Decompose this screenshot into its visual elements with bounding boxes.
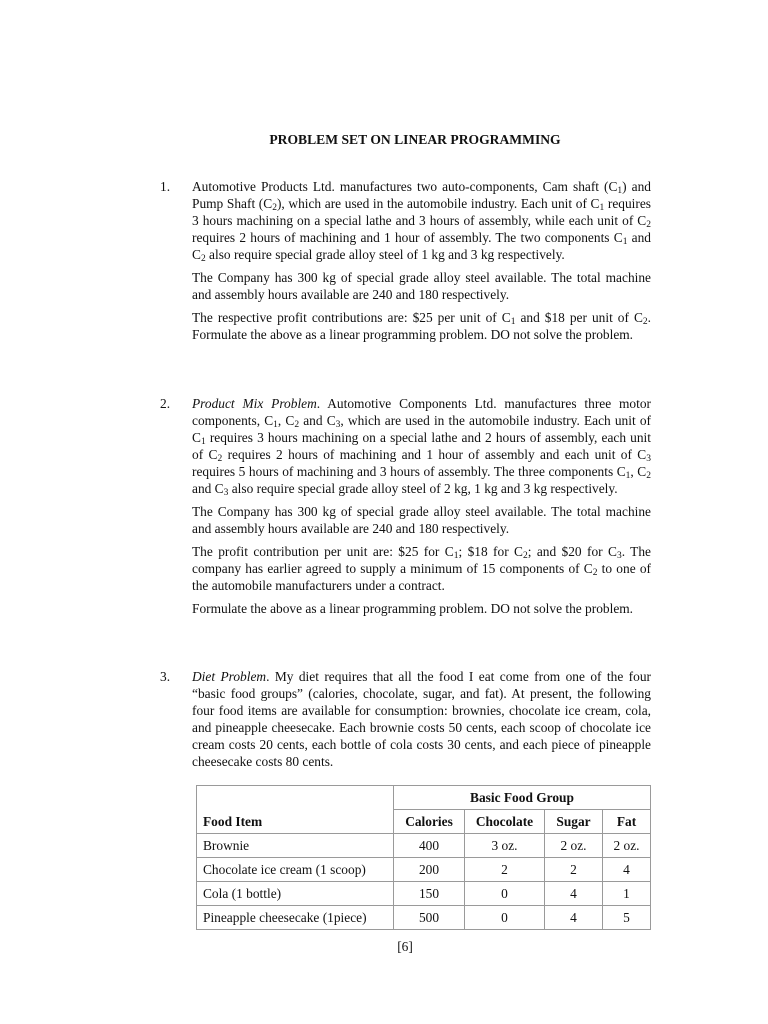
table-cell: 1 — [603, 882, 651, 906]
table-row — [197, 882, 651, 906]
table-cell: 400 — [394, 834, 465, 858]
table-cell: 200 — [394, 858, 465, 882]
paragraph: The respective profit contributions are: $25 per unit of $C_1$ and $18 per unit of $C_2$. Formulate the above as a linear programming problem. DO not solve the problem. — [192, 310, 651, 342]
table-cell: 2 oz. — [603, 834, 651, 858]
table-cell: 4 — [603, 858, 651, 882]
table-cell: 4 — [545, 882, 603, 906]
table-cell: 0 — [465, 906, 545, 930]
table-header-cell: Sugar — [545, 810, 603, 834]
table-cell: 2 oz. — [545, 834, 603, 858]
table-row — [197, 834, 651, 858]
table-cell: 150 — [394, 882, 465, 906]
problem-number: 1. — [160, 179, 171, 194]
table-header-cell: Fat — [603, 810, 651, 834]
table-cell: 4 — [545, 906, 603, 930]
table-cell: 2 — [545, 858, 603, 882]
paragraph: Diet Problem. My diet requires that all the food I eat come from one of the four “basic food groups” (calories, chocolate, sugar, and fat). At present, the following four food items are available for consumption: brownies, chocolate ice cream, cola, and pineapple cheesecake. Each brownie costs 50 cents, each scoop of chocolate ice cream costs 20 cents, each bottle of cola costs 30 cents, and each piece of pineapple cheesecake costs 80 cents. — [192, 669, 651, 769]
problem-1 — [160, 178, 652, 343]
table-cell: 3 oz. — [465, 834, 545, 858]
table-header-cell: Food Item — [197, 810, 394, 834]
problem-number: 2. — [160, 396, 171, 411]
table-cell: 0 — [465, 882, 545, 906]
problem-3 — [160, 668, 652, 770]
paragraph: The Company has 300 kg of special grade alloy steel available. The total machine and assembly hours available are 240 and 180 respectively. — [192, 270, 651, 302]
paragraph: Product Mix Problem. Automotive Components Ltd. manufactures three motor components, $C_1$, $C_2$ and $C_3$, which are used in the automobile industry. Each unit of $C_1$ requires 3 hours machining on a special lathe and 2 hours of assembly, each unit of $C_2$ requires 2 hours of machining and 1 hour of assembly and each unit of $C_3$ requires 5 hours of machining and 3 hours of assembly. The three components $C_1$, $C_2$ and $C_3$ also require special grade alloy steel of 2 kg, 1 kg and 3 kg respectively. — [192, 396, 652, 498]
problem-2 — [160, 395, 652, 617]
problem-number: 3. — [160, 669, 171, 684]
paragraph: The profit contribution per unit are: $25 for $C_1$; $18 for $C_2$; and $20 for $C_3$. The company has earlier agreed to supply a minimum of 15 components of $C_2$ to one of the automobile manufacturers under a contract. — [192, 544, 651, 593]
table-header-cell: Calories — [394, 810, 465, 834]
table-cell: Chocolate ice cream (1 scoop) — [197, 858, 394, 882]
table-row — [197, 858, 651, 882]
table-cell: Pineapple cheesecake (1piece) — [197, 906, 394, 930]
paragraph: Automotive Products Ltd. manufactures two auto-components, Cam shaft $(C_1)$ and Pump Shaft $(C_2)$, which are used in the automobile industry. Each unit of $C_1$ requires 3 hours machining on a special lathe and 3 hours of assembly, while each unit of $C_2$ requires 2 hours of machining and 1 hour of assembly. The two components $C_1$ and $C_2$ also require special grade alloy steel of 1 kg and 3 kg respectively. — [192, 179, 652, 264]
page-title: PROBLEM SET ON LINEAR PROGRAMMING — [269, 132, 561, 147]
table-cell: Cola (1 bottle) — [197, 882, 394, 906]
paragraph: Formulate the above as a linear programming problem. DO not solve the problem. — [192, 601, 634, 616]
table-row — [197, 906, 651, 930]
table-header-cell: Chocolate — [465, 810, 545, 834]
table-cell: Brownie — [197, 834, 394, 858]
food-group-table — [196, 785, 651, 930]
table-cell: 2 — [465, 858, 545, 882]
table-header-blank — [197, 786, 394, 810]
table-group-header: Basic Food Group — [394, 786, 651, 810]
table-cell: 500 — [394, 906, 465, 930]
page-number: [6] — [397, 939, 413, 954]
paragraph: The Company has 300 kg of special grade alloy steel available. The total machine and assembly hours available are 240 and 180 respectively. — [192, 504, 651, 536]
table-cell: 5 — [603, 906, 651, 930]
